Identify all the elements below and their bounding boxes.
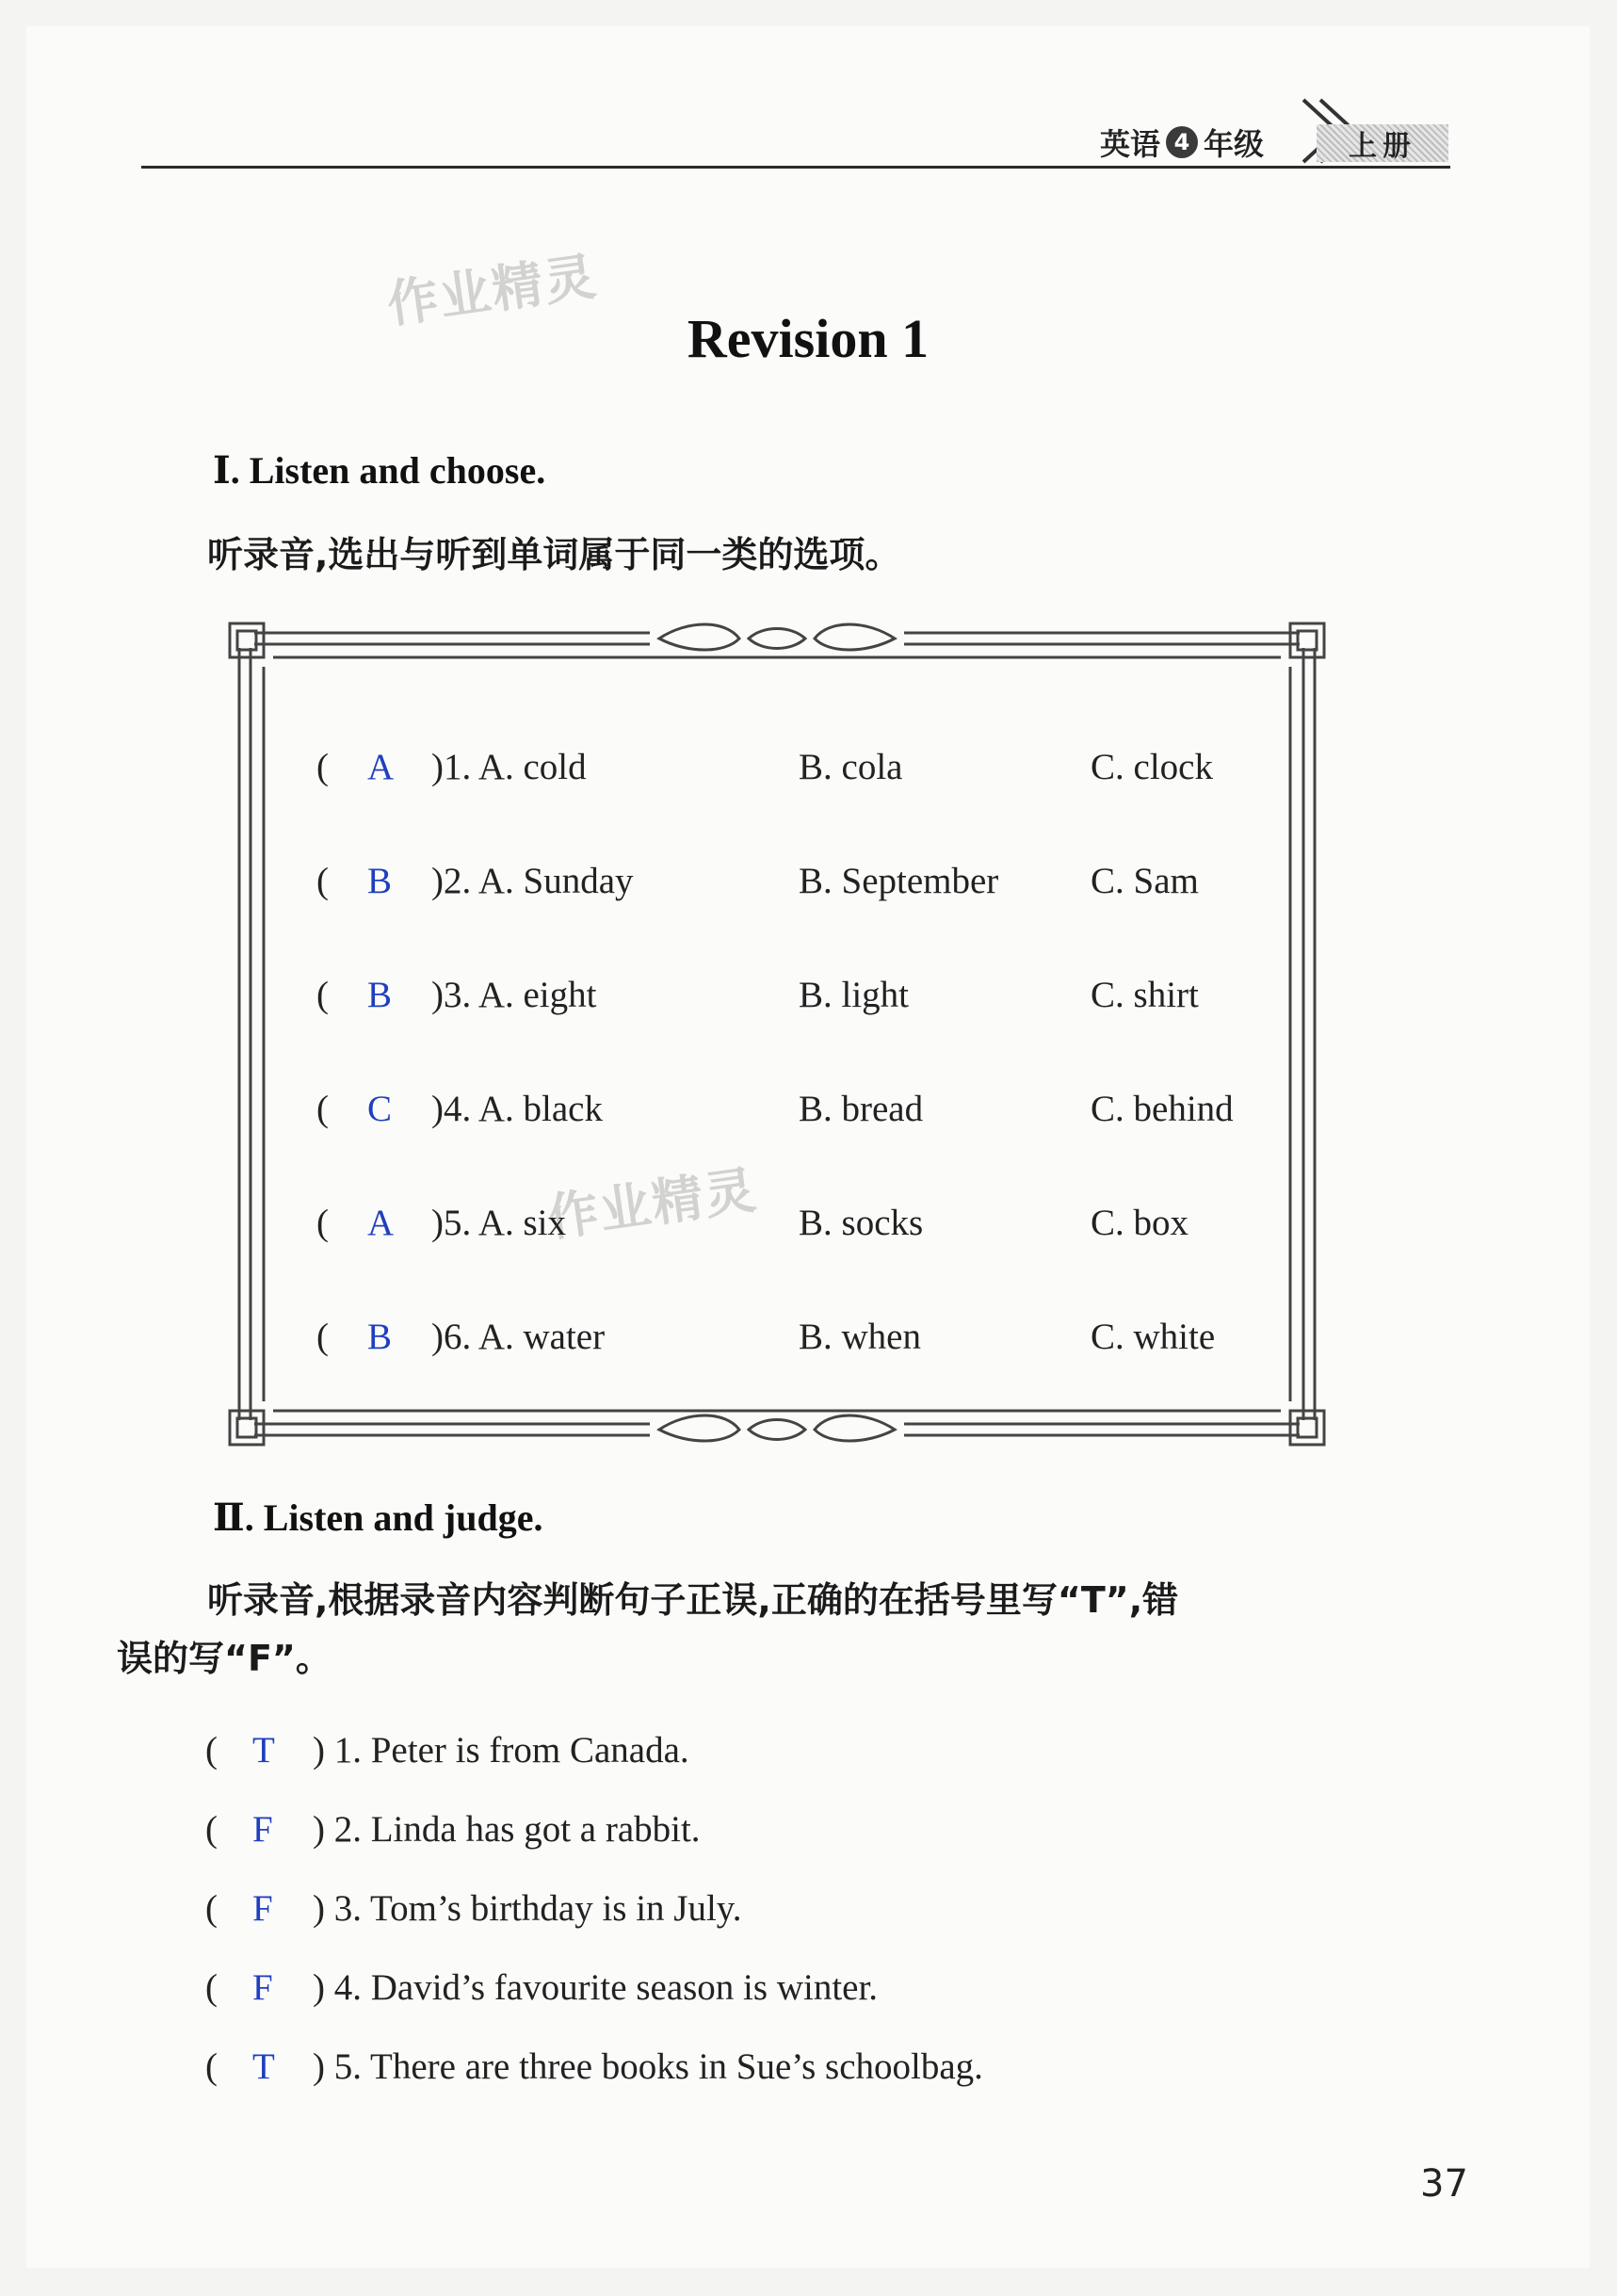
page-title: Revision 1 xyxy=(687,308,930,369)
choice-question-6 xyxy=(226,1316,1328,1372)
option-a-4: )4. A. black xyxy=(431,1089,603,1129)
answer-4: C xyxy=(367,1089,393,1129)
option-a-1: )1. A. cold xyxy=(431,747,587,787)
answer-1: A xyxy=(367,747,395,787)
option-c-4: C. behind xyxy=(1091,1089,1234,1129)
judge-answer-5: T xyxy=(252,2046,275,2087)
open-paren: ( xyxy=(205,1730,218,1771)
section-2-instruction-line-2: 误的写“F”。 xyxy=(117,1638,331,1679)
choice-question-3 xyxy=(226,974,1328,1030)
open-paren: ( xyxy=(205,1809,218,1850)
open-paren: ( xyxy=(316,1089,329,1129)
choice-question-1 xyxy=(226,746,1328,802)
decorative-frame xyxy=(226,620,1328,1448)
option-c-5: C. box xyxy=(1091,1203,1189,1243)
open-paren: ( xyxy=(205,2046,218,2087)
workbook-page xyxy=(26,26,1590,2268)
open-paren: ( xyxy=(205,1967,218,2008)
grade-label: 年级 xyxy=(1204,126,1265,162)
option-a-5: )5. A. six xyxy=(431,1203,567,1243)
page-number: 37 xyxy=(1420,2162,1468,2206)
open-paren: ( xyxy=(316,861,329,901)
judge-answer-1: T xyxy=(252,1730,275,1771)
option-b-3: B. light xyxy=(799,975,910,1015)
volume-label: 上册 xyxy=(1317,124,1448,162)
judge-statement-5: ) 5. There are three books in Sue’s schoolbag. xyxy=(313,2046,983,2087)
judge-statement-1: ) 1. Peter is from Canada. xyxy=(313,1730,689,1771)
judge-statement-2: ) 2. Linda has got a rabbit. xyxy=(313,1809,701,1850)
answer-5: A xyxy=(367,1203,395,1243)
open-paren: ( xyxy=(316,1317,329,1357)
grade-badge: 4 xyxy=(1166,126,1198,158)
watermark-middle: 作业精灵 xyxy=(543,1159,761,1249)
section-1-instruction: 听录音,选出与听到单词属于同一类的选项。 xyxy=(207,534,901,575)
option-a-2: )2. A. Sunday xyxy=(431,861,634,901)
choice-question-5 xyxy=(226,1202,1328,1258)
judge-answer-4: F xyxy=(252,1967,273,2008)
option-a-3: )3. A. eight xyxy=(431,975,597,1015)
option-b-2: B. September xyxy=(799,861,999,901)
judge-statement-4: ) 4. David’s favourite season is winter. xyxy=(313,1967,879,2008)
watermark-top: 作业精灵 xyxy=(383,246,601,335)
answer-3: B xyxy=(367,975,393,1015)
header-rule xyxy=(141,166,1450,169)
open-paren: ( xyxy=(205,1888,218,1929)
option-a-6: )6. A. water xyxy=(431,1317,606,1357)
open-paren: ( xyxy=(316,975,329,1015)
answer-6: B xyxy=(367,1317,393,1357)
option-c-2: C. Sam xyxy=(1091,861,1199,901)
judge-answer-3: F xyxy=(252,1888,273,1929)
option-c-1: C. clock xyxy=(1091,747,1213,787)
option-c-6: C. white xyxy=(1091,1317,1216,1357)
header-subject xyxy=(1100,121,1264,164)
judge-statement-3: ) 3. Tom’s birthday is in July. xyxy=(313,1888,742,1929)
option-b-6: B. when xyxy=(799,1317,921,1357)
open-paren: ( xyxy=(316,1203,329,1243)
open-paren: ( xyxy=(316,747,329,787)
option-b-4: B. bread xyxy=(799,1089,924,1129)
judge-answer-2: F xyxy=(252,1809,273,1850)
section-1-heading: Ⅰ. Listen and choose. xyxy=(213,449,546,492)
choice-question-2 xyxy=(226,860,1328,916)
option-c-3: C. shirt xyxy=(1091,975,1199,1015)
subject-label: 英语 xyxy=(1100,126,1161,162)
answer-2: B xyxy=(367,861,393,901)
choice-question-4 xyxy=(226,1088,1328,1144)
section-2-instruction-line-1: 听录音,根据录音内容判断句子正误,正确的在括号里写“T”,错 xyxy=(207,1579,1179,1621)
option-b-5: B. socks xyxy=(799,1203,924,1243)
option-b-1: B. cola xyxy=(799,747,903,787)
section-2-heading: Ⅱ. Listen and judge. xyxy=(213,1496,543,1539)
